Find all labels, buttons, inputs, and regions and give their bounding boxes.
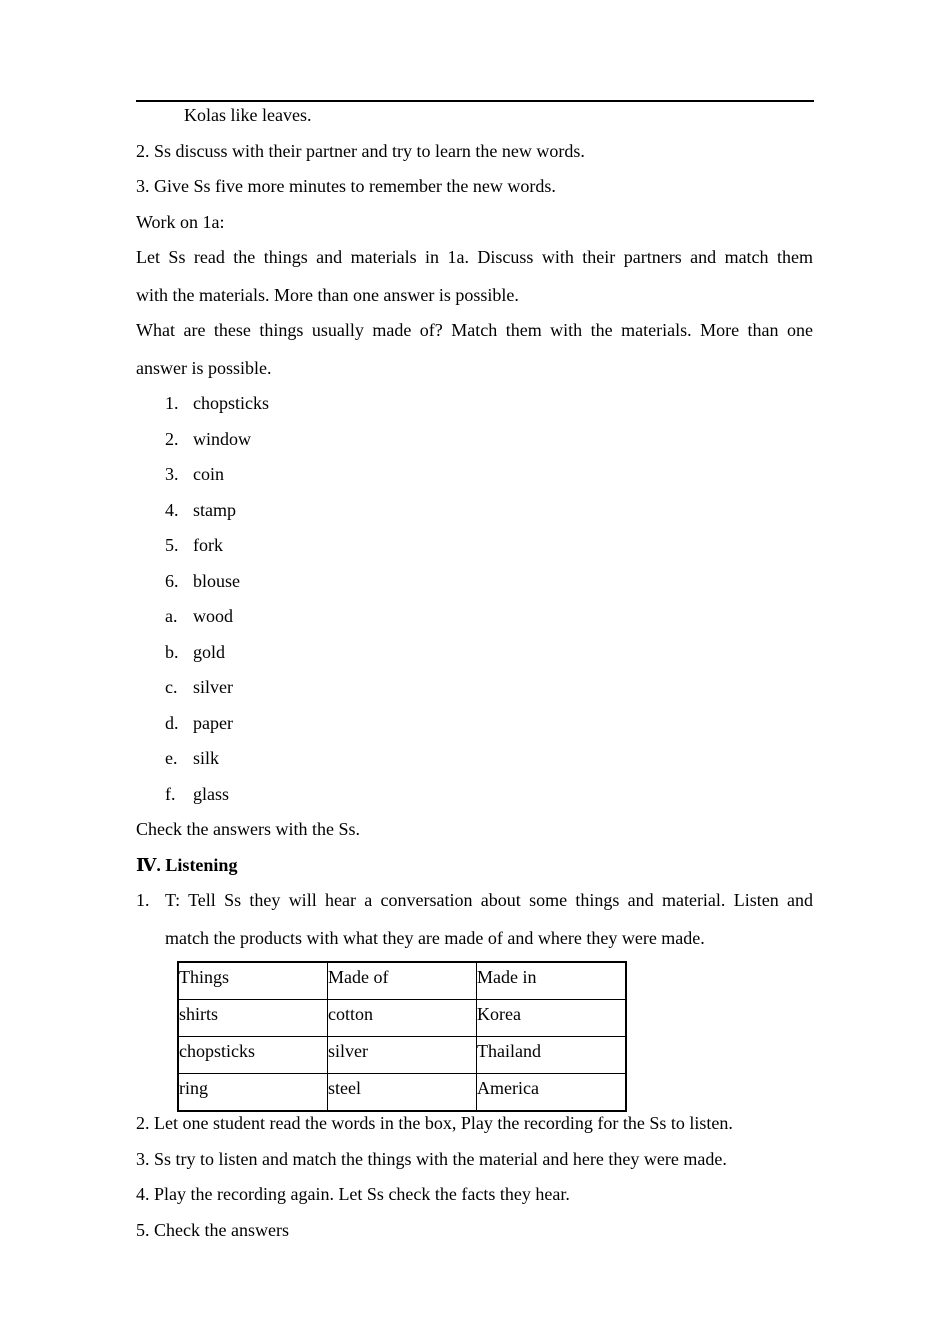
instruction1-line1: Let Ss read the things and materials in 1a. Discuss with their partners and match them bbox=[136, 247, 813, 267]
list-item: wood bbox=[193, 606, 233, 626]
list-item: gold bbox=[193, 642, 226, 662]
list-item: coin bbox=[193, 464, 224, 484]
table-row bbox=[178, 1037, 626, 1074]
table-row bbox=[178, 1000, 626, 1037]
list-item-number: 5. bbox=[165, 535, 179, 555]
list-item: chopsticks bbox=[193, 393, 269, 413]
listening-step1-line1: T: Tell Ss they will hear a conversation about some things and material. Listen and bbox=[165, 890, 813, 910]
list-item-letter: e. bbox=[165, 748, 178, 768]
intro-line: Kolas like leaves. bbox=[184, 105, 312, 125]
list-item: fork bbox=[193, 535, 223, 555]
list-item-letter: a. bbox=[165, 606, 178, 626]
list-item-letter: f. bbox=[165, 784, 176, 804]
table-cell: Thailand bbox=[477, 1037, 627, 1074]
list-item: silk bbox=[193, 748, 220, 768]
table-cell: chopsticks bbox=[178, 1037, 328, 1074]
table-header-row bbox=[178, 962, 626, 1000]
listening-step4: 4. Play the recording again. Let Ss check the facts they hear. bbox=[136, 1184, 570, 1204]
list-item-number: 1. bbox=[165, 393, 179, 413]
listening-table bbox=[177, 961, 627, 1112]
step-2: 2. Ss discuss with their partner and try to learn the new words. bbox=[136, 141, 585, 161]
work-heading: Work on 1a: bbox=[136, 212, 225, 232]
table-header-cell: Made in bbox=[477, 962, 627, 1000]
listening-heading: Ⅳ. Listening bbox=[136, 855, 238, 875]
listening-step2: 2. Let one student read the words in the box, Play the recording for the Ss to listen. bbox=[136, 1113, 733, 1133]
table-header-cell: Things bbox=[178, 962, 328, 1000]
list-item: silver bbox=[193, 677, 233, 697]
top-rule bbox=[136, 100, 814, 102]
step-3: 3. Give Ss five more minutes to remember the new words. bbox=[136, 176, 556, 196]
list-item: glass bbox=[193, 784, 229, 804]
table-header-cell: Made of bbox=[328, 962, 477, 1000]
listening-step1-line2: match the products with what they are made of and where they were made. bbox=[165, 928, 705, 948]
list-item-number: 4. bbox=[165, 500, 179, 520]
list-item-number: 3. bbox=[165, 464, 179, 484]
listening-step3: 3. Ss try to listen and match the things with the material and here they were made. bbox=[136, 1149, 727, 1169]
list-item-letter: c. bbox=[165, 677, 178, 697]
table-cell: Korea bbox=[477, 1000, 627, 1037]
listening-step5: 5. Check the answers bbox=[136, 1220, 289, 1240]
instruction2-line2: answer is possible. bbox=[136, 358, 272, 378]
table-row bbox=[178, 1074, 626, 1112]
table-cell: America bbox=[477, 1074, 627, 1112]
list-item: window bbox=[193, 429, 251, 449]
list-item: blouse bbox=[193, 571, 240, 591]
list-item-number: 2. bbox=[165, 429, 179, 449]
table-cell: ring bbox=[178, 1074, 328, 1112]
instruction1-line2: with the materials. More than one answer is possible. bbox=[136, 285, 519, 305]
table-cell: steel bbox=[328, 1074, 477, 1112]
list-item-letter: d. bbox=[165, 713, 179, 733]
table-cell: shirts bbox=[178, 1000, 328, 1037]
check-line: Check the answers with the Ss. bbox=[136, 819, 360, 839]
table-cell: silver bbox=[328, 1037, 477, 1074]
listening-step1-number: 1. bbox=[136, 890, 150, 910]
list-item-number: 6. bbox=[165, 571, 179, 591]
instruction2-line1: What are these things usually made of? Match them with the materials. More than one bbox=[136, 320, 813, 340]
list-item-letter: b. bbox=[165, 642, 179, 662]
table-cell: cotton bbox=[328, 1000, 477, 1037]
list-item: stamp bbox=[193, 500, 236, 520]
list-item: paper bbox=[193, 713, 233, 733]
